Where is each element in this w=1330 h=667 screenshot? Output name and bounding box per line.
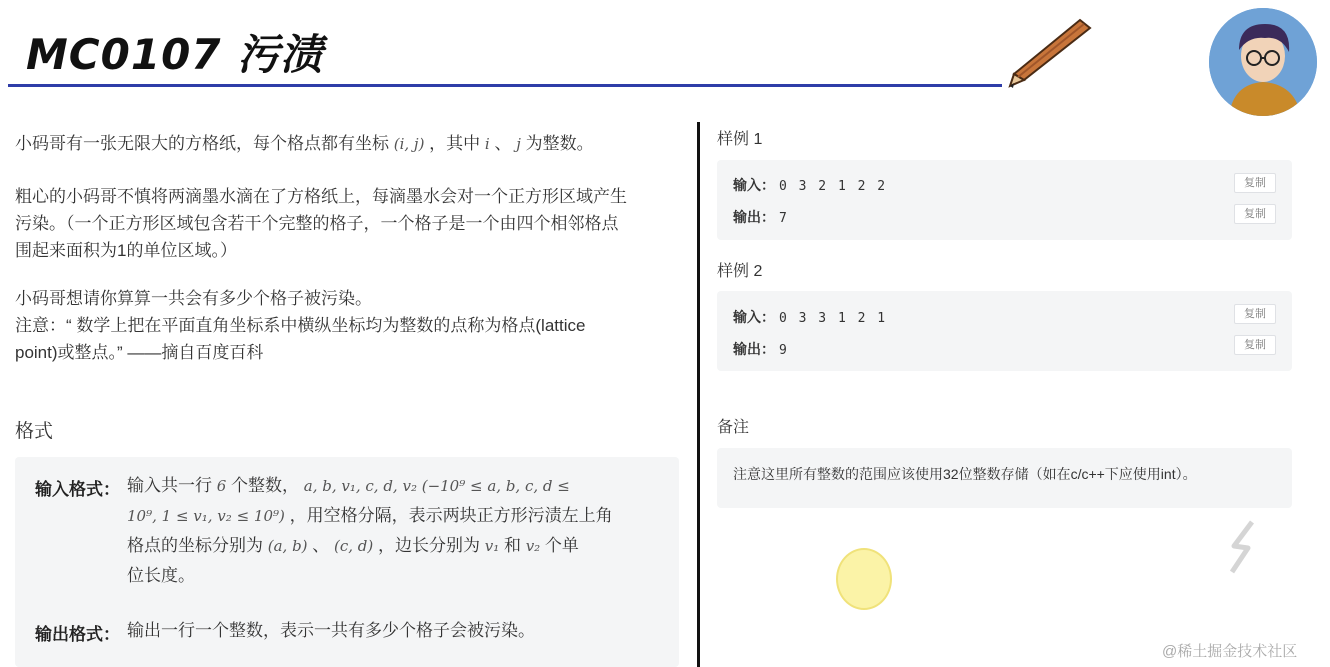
avatar: [1209, 8, 1317, 116]
paragraph-intro: 小码哥有一张无限大的方格纸，每个格点都有坐标 (i, j) ，其中 i 、 j 为整数。: [15, 134, 594, 153]
note-box: [717, 448, 1292, 508]
format-heading: 格式: [15, 421, 54, 442]
sample-1-box: [717, 160, 1292, 240]
title-underline: [8, 84, 1002, 87]
paragraph-question: 小码哥想请你算算一共会有多少个格子被污染。 注意：“ 数学上把在平面直角坐标系中横纵坐标均为整数的点称为格点(lattice point)或整点。” ——摘自百度百科: [15, 289, 586, 362]
pencil-icon: [1002, 16, 1092, 90]
sample-2-box: [717, 291, 1292, 371]
note-title: 备注: [717, 419, 750, 436]
copy-output-button[interactable]: 复制: [1234, 335, 1276, 355]
copy-input-button[interactable]: 复制: [1234, 304, 1276, 324]
paragraph-ink: 粗心的小码哥不慎将两滴墨水滴在了方格纸上，每滴墨水会对一个正方形区域产生 污染。（一个正方形区域包含若干个完整的格子，一个格子是一个由四个相邻格点 围起来面积为1的单位区域。）: [15, 187, 627, 260]
copy-output-button[interactable]: 复制: [1234, 204, 1276, 224]
output-format-text: 输出一行一个整数，表示一共有多少个格子会被污染。: [127, 621, 535, 640]
sample-1-title: 样例 1: [717, 131, 763, 148]
sample-2-input: 输入： 0 3 3 1 2 1: [733, 309, 888, 326]
copy-input-button[interactable]: 复制: [1234, 173, 1276, 193]
input-format-text: 输入共一行 6 个整数， a, b, v₁, c, d, v₂ (−10⁹ ≤ a, b, c, d ≤ 10⁹, 1 ≤ v₁, v₂ ≤ 10⁹) ，用空格分隔，表示两块正方形污渍左上角 格点的坐标分别为 (a, b) 、 (c, d) ，边长分别为 v₁ 和 v₂ 个单 位长度。: [127, 476, 613, 585]
column-divider: [697, 122, 700, 667]
format-box: [15, 457, 679, 667]
sample-1-output: 输出： 7: [733, 209, 789, 226]
sample-2-output: 输出： 9: [733, 341, 789, 358]
input-format-label: 输入格式：: [35, 480, 120, 499]
sample-2-title: 样例 2: [717, 263, 763, 280]
note-text: 注意这里所有整数的范围应该使用32位整数存储（如在c/c++下应使用int）。: [733, 466, 1197, 482]
page-title: MC0107 污渍: [26, 30, 324, 79]
output-format-label: 输出格式：: [35, 625, 120, 644]
lightning-icon: [1222, 520, 1268, 574]
watermark: @稀土掘金技术社区: [1162, 643, 1298, 660]
doodle-circle: [836, 548, 892, 610]
sample-1-input: 输入： 0 3 2 1 2 2: [733, 177, 888, 194]
